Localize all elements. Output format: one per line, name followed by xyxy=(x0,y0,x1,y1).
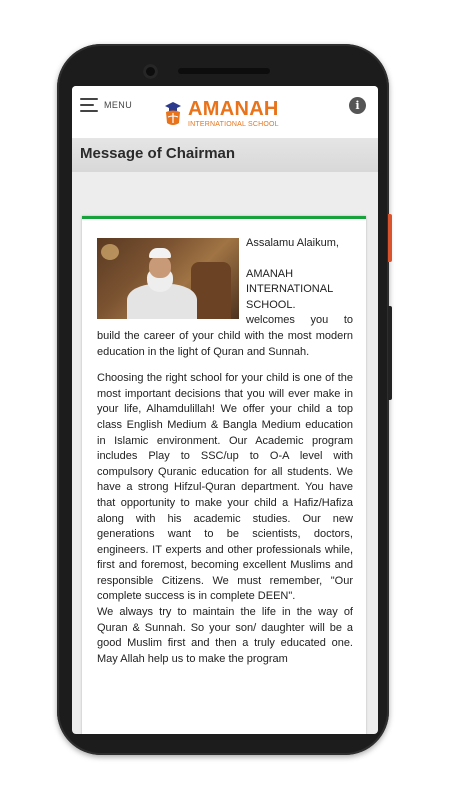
intro-paragraph: welcomes you to build the career of your child with the most modern education in the light of Quran and Sunnah. xyxy=(97,314,353,358)
main-paragraph: Choosing the right school for your child is one of the most important decisions that you will ever make in your life, Alhamdulillah! We offer your child a top class English Medium & Bangla Medium education in Islamic environment. Our Academic program includes Play to SSC/up to O-A level with compulsory Quranic education for all students. We have a strong Hifzul-Quran department. You have that opportunity to make your child a Hafiz/Hafiza along with his academic studies. Our new generations want to be scientists, doctors, engineers. IT experts and other professionals while, first and foremost, becoming excellent Muslims and responsible Citizens. We must remember, "Our complete success is in complete DEEN". xyxy=(97,372,353,603)
hamburger-icon xyxy=(80,98,98,112)
app-screen xyxy=(72,86,378,734)
menu-button[interactable] xyxy=(80,98,132,112)
earpiece-speaker xyxy=(178,68,270,74)
message-body xyxy=(82,219,366,667)
app-header xyxy=(72,86,378,138)
greeting-text: Assalamu Alaikum, xyxy=(246,237,339,249)
info-icon[interactable]: i xyxy=(349,97,366,114)
school-emblem-icon xyxy=(162,99,184,127)
front-camera xyxy=(143,64,158,79)
message-card xyxy=(82,216,366,734)
school-name-text: AMANAH INTERNATIONAL SCHOOL. xyxy=(246,267,333,311)
menu-label: MENU xyxy=(104,100,133,110)
page-title: Message of Chairman xyxy=(80,145,236,162)
title-bar xyxy=(72,138,378,172)
school-logo xyxy=(162,96,279,130)
chairman-photo xyxy=(97,238,239,319)
logo-subtitle: INTERNATIONAL SCHOOL xyxy=(188,120,279,128)
logo-name: AMANAH xyxy=(188,97,279,120)
volume-button xyxy=(388,306,392,400)
closing-paragraph: We always try to maintain the life in the way of Quran & Sunnah. So your son/ daughter will be a good Muslim first and then a truly educated one. May Allah help us to make the program xyxy=(97,606,353,665)
power-button xyxy=(388,214,392,262)
